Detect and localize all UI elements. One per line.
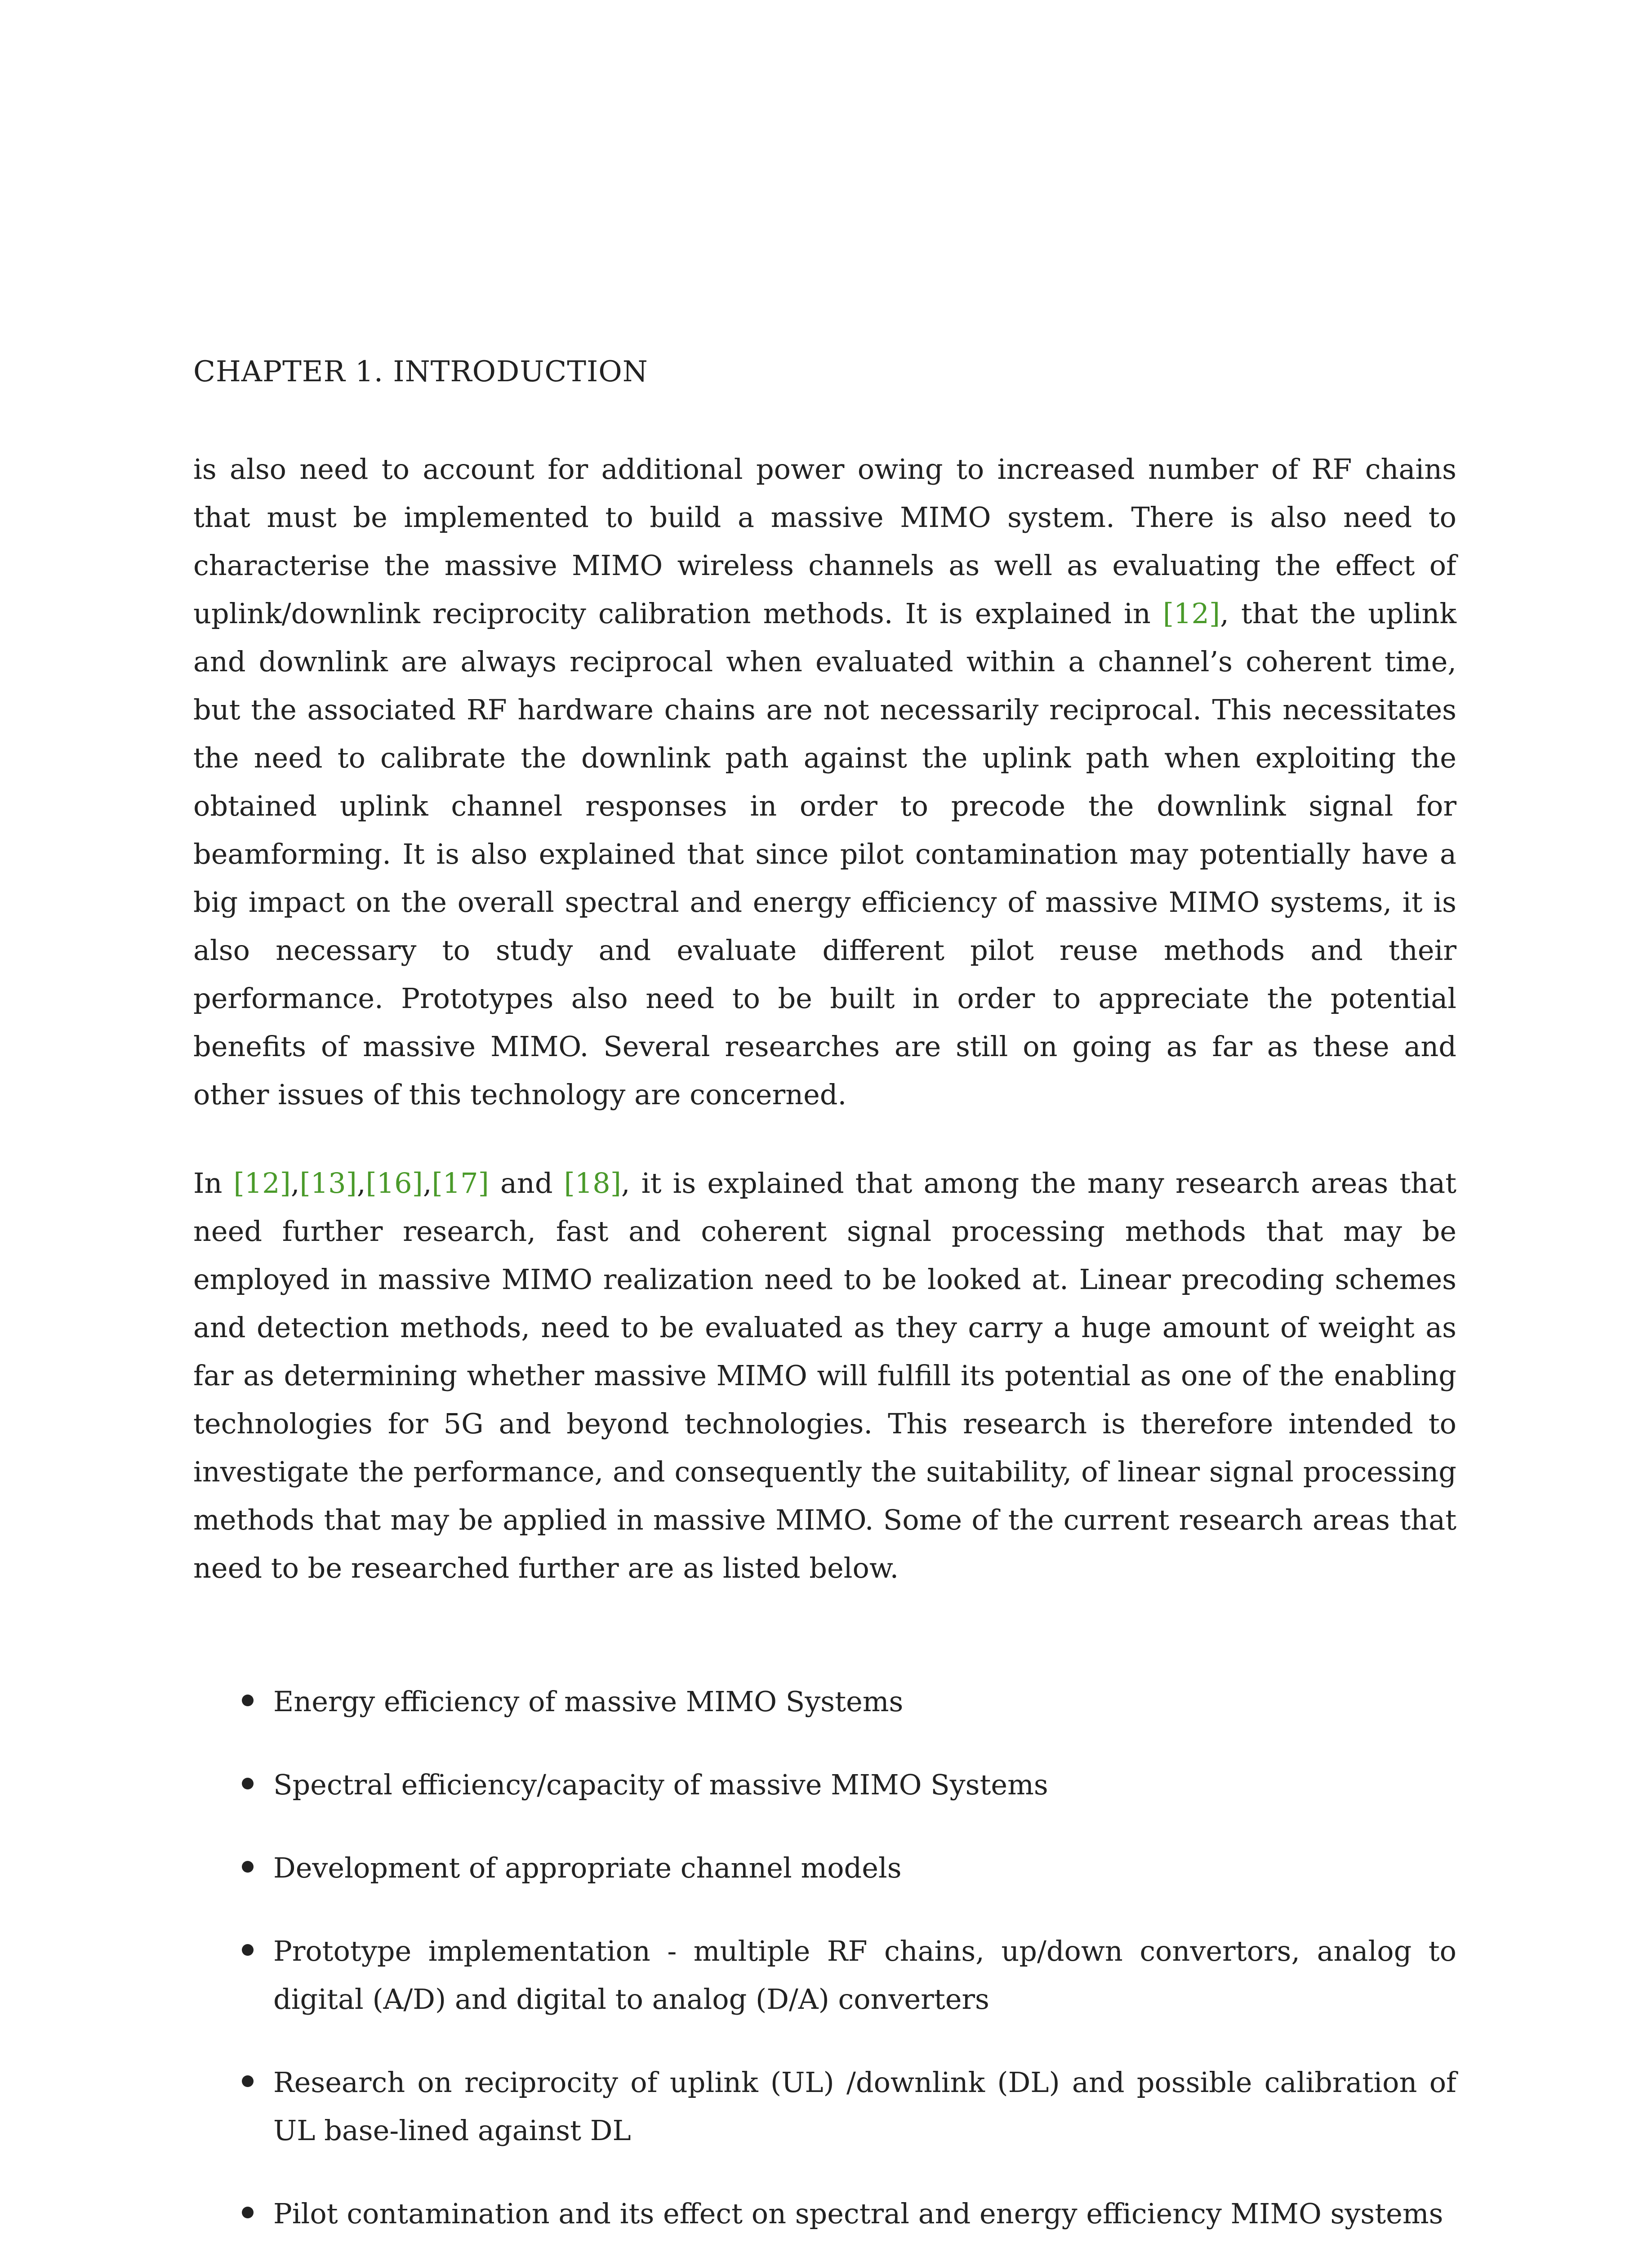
bullet-icon: [242, 1695, 254, 1706]
bullet-icon: [242, 2207, 254, 2218]
list-item-text: Research on reciprocity of uplink (UL) /downlink (DL) and possible calibration of UL base-lined against DL: [273, 2066, 1456, 2147]
paragraph-2-text-b: , it is explained that among the many research areas that need further research, fast and coherent signal processing methods that may be employed in massive MIMO realization need to be looked at. Linear precoding schemes and detection methods, need to be evaluated as they carry a huge amount of weight as far as determining whether massive MIMO will fulfill its potential as one of the enabling technologies for 5G and beyond technologies. This research is therefore intended to investigate the performance, and consequently the suitability, of linear signal processing methods that may be applied in massive MIMO. Some of the current research areas that need to be researched further are as listed below.: [193, 1167, 1456, 1584]
list-item: [193, 1927, 1456, 2023]
citation-12[interactable]: [12]: [1162, 597, 1220, 630]
list-item: [193, 2058, 1456, 2154]
citation-12[interactable]: [12]: [233, 1167, 291, 1200]
citation-separator: ,: [290, 1167, 300, 1200]
research-areas-list: [193, 1677, 1456, 2238]
list-item-text: Spectral efficiency/capacity of massive MIMO Systems: [273, 1768, 1048, 1801]
bullet-icon: [242, 1778, 254, 1789]
bullet-icon: [242, 1861, 254, 1873]
citation-18[interactable]: [18]: [564, 1167, 621, 1200]
citation-13[interactable]: [13]: [299, 1167, 357, 1200]
paragraph-2-conjunction: and: [489, 1167, 564, 1200]
paragraph-2: [193, 1159, 1456, 1592]
list-item: [193, 1677, 1456, 1726]
citation-separator: ,: [356, 1167, 366, 1200]
list-item-text: Development of appropriate channel models: [273, 1851, 902, 1884]
citation-16[interactable]: [16]: [365, 1167, 423, 1200]
running-head: CHAPTER 1. INTRODUCTION: [193, 355, 648, 388]
paragraph-1-text-b: , that the uplink and downlink are always reciprocal when evaluated within a channel’s coherent time, but the associated RF hardware chains are not necessarily reciprocal. This necessitates the need to calibrate the downlink path against the uplink path when exploiting the obtained uplink channel responses in order to precode the downlink signal for beamforming. It is also explained that since pilot contamination may potentially have a big impact on the overall spectral and energy efficiency of massive MIMO systems, it is also necessary to study and evaluate different pilot reuse methods and their performance. Prototypes also need to be built in order to appreciate the potential benefits of massive MIMO. Several researches are still on going as far as these and other issues of this technology are concerned.: [193, 597, 1456, 1111]
bullet-icon: [242, 2075, 254, 2087]
citation-17[interactable]: [17]: [432, 1167, 489, 1200]
paragraph-1-text-a: is also need to account for additional power owing to increased number of RF chains that must be implemented to build a massive MIMO system. There is also need to characterise the massive MIMO wireless channels as well as evaluating the effect of uplink/downlink reciprocity calibration methods. It is explained in: [193, 453, 1456, 630]
paragraph-2-text-a: In: [193, 1167, 234, 1200]
citation-separator: ,: [423, 1167, 432, 1200]
body-text: [193, 445, 1456, 2248]
list-item-text: Prototype implementation - multiple RF chains, up/down convertors, analog to digital (A/D) and digital to analog (D/A) converters: [273, 1935, 1456, 2016]
list-item-text: Pilot contamination and its effect on spectral and energy efficiency MIMO systems: [273, 2197, 1443, 2230]
bullet-icon: [242, 1944, 254, 1956]
list-item-text: Energy efficiency of massive MIMO Systems: [273, 1685, 904, 1718]
list-item: [193, 2190, 1456, 2238]
list-item: [193, 1761, 1456, 1809]
paragraph-1: [193, 445, 1456, 1119]
list-item: [193, 1844, 1456, 1892]
